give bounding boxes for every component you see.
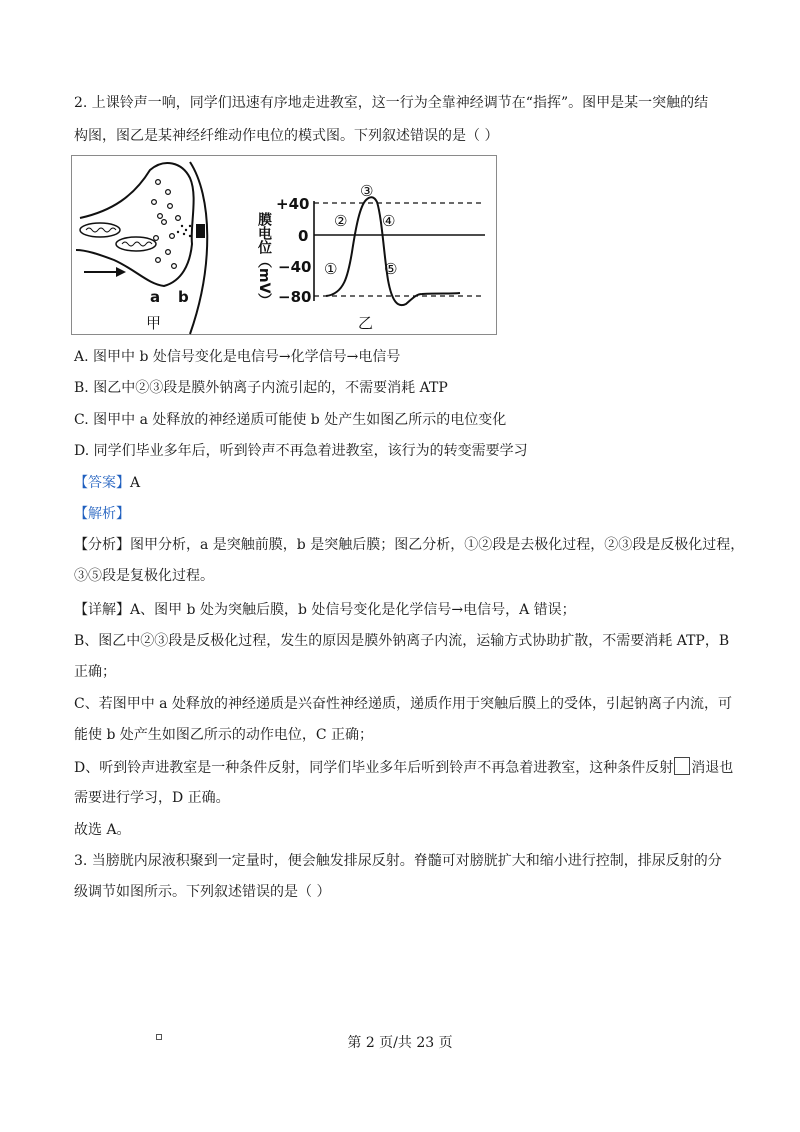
detail-line-4: C、若图甲中 a 处释放的神经递质是兴奋性神经递质，递质作用于突触后膜上的受体，引起钠离子内流，可 bbox=[74, 696, 732, 712]
option-b: B. 图乙中②③段是膜外钠离子内流引起的，不需要消耗 ATP bbox=[74, 380, 448, 396]
question-3-stem-line-1: 3. 当膀胱内尿液积聚到一定量时，便会触发排尿反射。脊髓可对膀胱扩大和缩小进行控制，排尿反射的分 bbox=[74, 853, 722, 869]
y-axis-label: 膜电位（mV） bbox=[256, 212, 272, 308]
analysis-label: 【解析】 bbox=[74, 506, 130, 522]
tick-0: 0 bbox=[298, 227, 309, 245]
detail-line-2: B、图乙中②③段是反极化过程，发生的原因是膜外钠离子内流，运输方式协助扩散，不需要消耗 ATP，B bbox=[74, 633, 730, 649]
question-2-figure bbox=[71, 155, 497, 335]
analysis-line-2: ③⑤段是复极化过程。 bbox=[74, 568, 214, 584]
detail-line-3: 正确； bbox=[74, 664, 116, 680]
marker-3: ③ bbox=[360, 182, 374, 200]
question-3-stem-line-2: 级调节如图所示。下列叙述错误的是（ ） bbox=[74, 884, 331, 900]
answer-label: 【答案】 bbox=[74, 475, 130, 491]
detail-line-5: 能使 b 处产生如图乙所示的动作电位，C 正确； bbox=[74, 727, 374, 743]
tick-minus40: −40 bbox=[278, 258, 312, 276]
detail-line-6: D、听到铃声进教室是一种条件反射，同学们毕业多年后听到铃声不再急着进教室，这种条件反射 消退也 bbox=[74, 757, 733, 778]
marker-4: ④ bbox=[382, 212, 396, 230]
label-a: a bbox=[150, 288, 161, 306]
figure-yi-caption: 乙 bbox=[358, 314, 374, 332]
label-b: b bbox=[178, 288, 189, 306]
option-a: A. 图甲中 b 处信号变化是电信号→化学信号→电信号 bbox=[74, 349, 401, 365]
question-2-stem-line-2: 构图，图乙是某神经纤维动作电位的模式图。下列叙述错误的是（ ） bbox=[74, 128, 499, 144]
synapse-diagram bbox=[76, 162, 207, 334]
marker-1: ① bbox=[324, 260, 338, 278]
marker-2: ② bbox=[334, 212, 348, 230]
neurotransmitter-dots bbox=[177, 225, 191, 237]
blank-box bbox=[674, 757, 690, 775]
figure-jia-caption: 甲 bbox=[146, 314, 162, 332]
tick-minus80: −80 bbox=[278, 288, 312, 306]
conclusion: 故选 A。 bbox=[74, 822, 131, 838]
question-2-stem-line-1: 2. 上课铃声一响，同学们迅速有序地走进教室，这一行为全靠神经调节在“指挥”。图甲是某一突触的结 bbox=[74, 95, 709, 111]
option-c: C. 图甲中 a 处释放的神经递质可能使 b 处产生如图乙所示的电位变化 bbox=[74, 412, 507, 428]
receptor bbox=[196, 224, 205, 238]
figure-svg bbox=[72, 156, 498, 336]
answer-line bbox=[74, 473, 140, 493]
option-d: D. 同学们毕业多年后，听到铃声不再急着进教室，该行为的转变需要学习 bbox=[74, 443, 528, 459]
tick-plus40: +40 bbox=[276, 195, 310, 213]
detail-line-7: 需要进行学习，D 正确。 bbox=[74, 790, 230, 806]
page-footer: 第 2 页/共 23 页 bbox=[347, 1035, 453, 1051]
detail-line-1: 【详解】A、图甲 b 处为突触后膜，b 处信号变化是化学信号→电信号，A 错误； bbox=[74, 602, 576, 618]
analysis-line-1: 【分析】图甲分析，a 是突触前膜，b 是突触后膜；图乙分析，①②段是去极化过程，②③段是反极化过程， bbox=[74, 537, 745, 553]
action-potential-chart bbox=[256, 182, 485, 332]
synaptic-vesicles bbox=[152, 180, 181, 269]
marker-5: ⑤ bbox=[384, 260, 398, 278]
answer-value: A bbox=[130, 475, 141, 491]
